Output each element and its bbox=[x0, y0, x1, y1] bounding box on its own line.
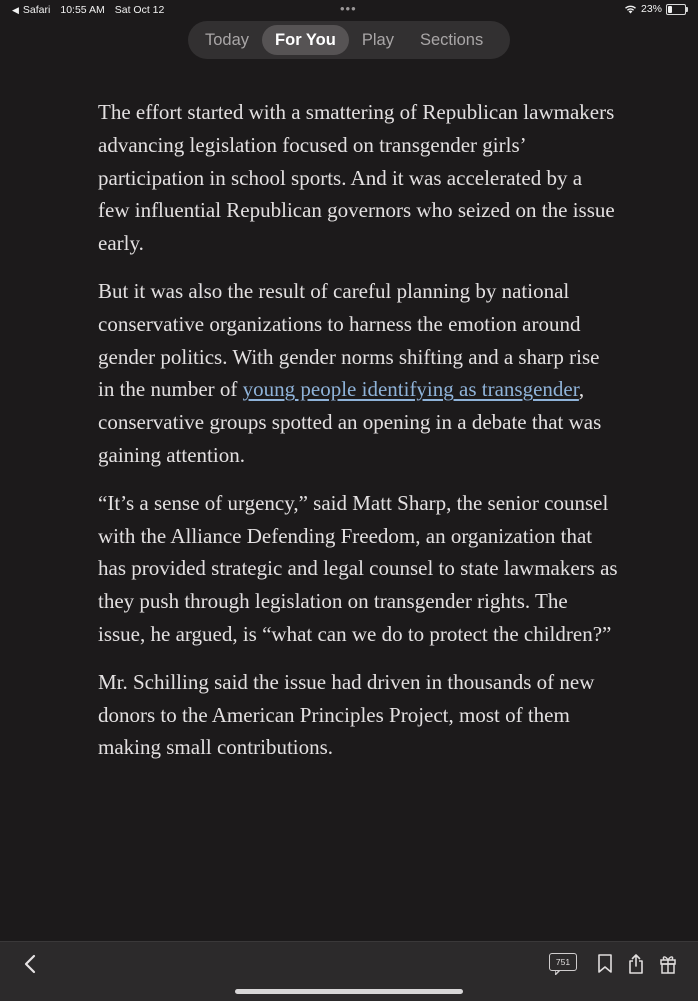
article-paragraph-1: The effort started with a smattering of Republican lawmakers advancing legislation focused on transgender girls’ participation in school sports. And it was accelerated by a few influential Republican governors who seized on the issue early. bbox=[98, 100, 615, 256]
paragraph-text: But it was also the result of careful planning by national conservative organizations to harness the emotion around gender politics. With gender norms shifting and a sharp rise in the number of bbox=[98, 278, 600, 402]
back-to-app-icon[interactable]: ◀ bbox=[12, 4, 19, 15]
back-to-app-label[interactable]: Safari bbox=[22, 4, 51, 16]
tab-today[interactable]: Today bbox=[205, 31, 250, 49]
comment-count: 751 bbox=[555, 957, 571, 967]
status-time: 10:55 AM bbox=[60, 4, 105, 16]
back-chevron-icon[interactable] bbox=[22, 952, 40, 976]
bookmark-icon[interactable] bbox=[596, 953, 614, 975]
wifi-icon bbox=[624, 4, 637, 14]
status-bar bbox=[0, 0, 698, 20]
status-bar-left bbox=[12, 4, 164, 16]
status-date: Sat Oct 12 bbox=[114, 4, 165, 16]
paragraph-text: , conservative groups spotted an opening in a debate that was gaining attention. bbox=[98, 377, 602, 467]
battery-level bbox=[668, 6, 672, 13]
tab-play[interactable]: Play bbox=[361, 31, 394, 49]
tab-for-you[interactable]: For You bbox=[262, 25, 349, 55]
transgender-youth-link[interactable]: young people identifying as transgender bbox=[242, 377, 579, 402]
share-icon[interactable] bbox=[627, 953, 645, 975]
comments-icon bbox=[549, 953, 577, 971]
multitasking-dots[interactable]: ••• bbox=[340, 1, 357, 16]
battery-percent: 23% bbox=[640, 3, 662, 15]
status-bar-right bbox=[624, 3, 686, 15]
article-paragraph-3: “It’s a sense of urgency,” said Matt Sharp, the senior counsel with the Alliance Defending Freedom, an organization that has provided strategic and legal counsel to state lawmakers as they push through legislation on transgender rights. The issue, he argued, is “what can we do to protect the children?” bbox=[98, 490, 618, 646]
article-paragraph-4: Mr. Schilling said the issue had driven in thousands of new donors to the American Principles Project, most of them making small contributions. bbox=[98, 669, 595, 760]
comment-bubble-tail-icon bbox=[555, 970, 565, 975]
section-tabs bbox=[188, 21, 510, 59]
battery-icon bbox=[666, 4, 686, 15]
tab-sections[interactable]: Sections bbox=[419, 31, 484, 49]
comments-button[interactable] bbox=[549, 953, 577, 975]
home-indicator[interactable] bbox=[235, 989, 463, 994]
gift-icon[interactable] bbox=[659, 953, 677, 975]
article-body bbox=[98, 96, 618, 779]
article-paragraph-2 bbox=[98, 275, 618, 472]
